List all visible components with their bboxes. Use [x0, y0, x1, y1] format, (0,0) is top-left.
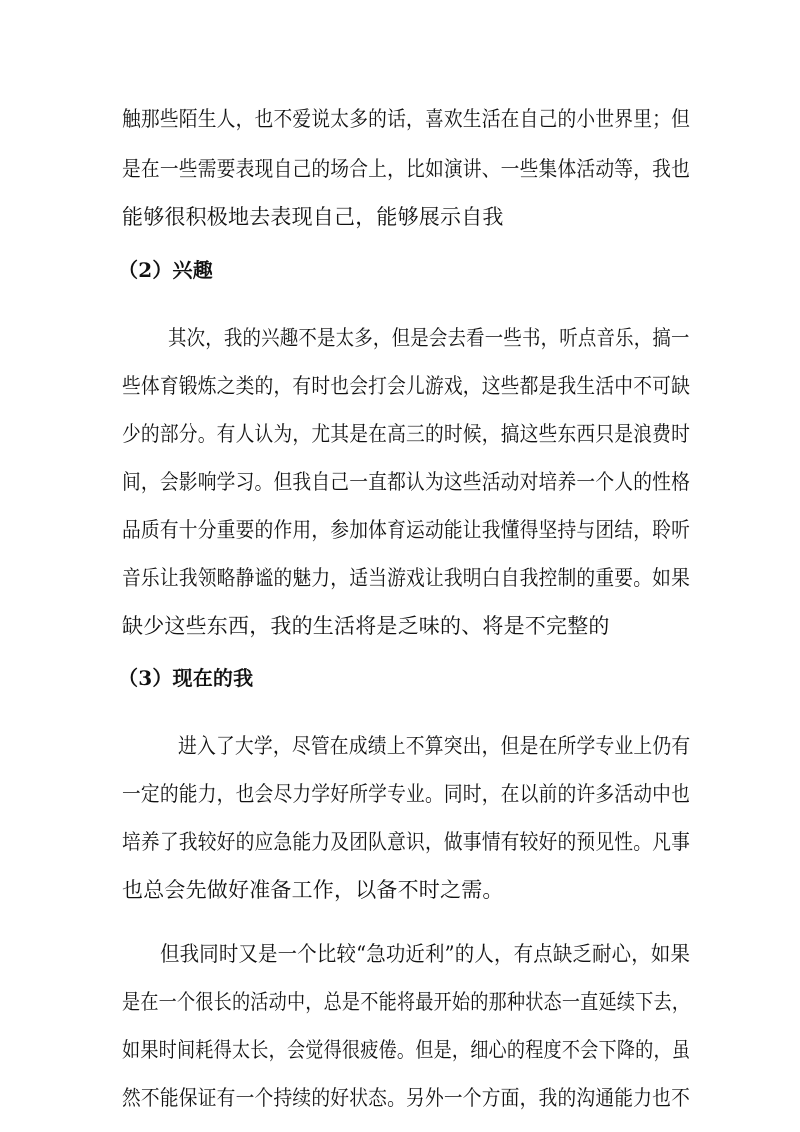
body-text-line: 是在一个很长的活动中，总是不能将最开始的那种状态一直延续下去，	[122, 990, 691, 1014]
body-text-line: 但我同时又是一个比较“急功近利”的人，有点缺乏耐心，如果	[160, 942, 691, 966]
body-text-line: 然不能保证有一个持续的好状态。另外一个方面，我的沟通能力也不	[122, 1086, 691, 1110]
body-text-line: 一定的能力，也会尽力学好所学专业。同时，在以前的许多活动中也	[122, 782, 691, 806]
body-text-line: 是在一些需要表现自己的场合上，比如演讲、一些集体活动等，我也	[122, 157, 691, 181]
body-text-line: 触那些陌生人，也不爱说太多的话，喜欢生活在自己的小世界里；但	[122, 107, 691, 131]
body-text-line: 培养了我较好的应急能力及团队意识，做事情有较好的预见性。凡事	[122, 830, 691, 854]
body-text-line: 少的部分。有人认为，尤其是在高三的时候，搞这些东西只是浪费时	[122, 422, 691, 446]
body-text-line: 也总会先做好准备工作，以备不时之需。	[122, 878, 504, 902]
body-text-line: 缺少这些东西，我的生活将是乏味的、将是不完整的	[122, 614, 610, 638]
body-text-line: 音乐让我领略静谧的魅力，适当游戏让我明白自我控制的重要。如果	[122, 566, 691, 590]
section-heading-current-self: （3）现在的我	[118, 666, 254, 690]
body-text-line: 进入了大学，尽管在成绩上不算突出，但是在所学专业上仍有	[178, 734, 691, 758]
body-text-line: 间，会影响学习。但我自己一直都认为这些活动对培养一个人的性格	[122, 470, 691, 494]
body-text-line: 其次，我的兴趣不是太多，但是会去看一些书，听点音乐，搞一	[168, 326, 690, 350]
section-heading-interests: （2）兴趣	[118, 258, 213, 282]
body-text-line: 能够很积极地去表现自己，能够展示自我	[122, 205, 504, 229]
body-text-line: 如果时间耗得太长，会觉得很疲倦。但是，细心的程度不会下降的，虽	[122, 1038, 691, 1062]
body-text-line: 品质有十分重要的作用，参加体育运动能让我懂得坚持与团结，聆听	[122, 518, 691, 542]
body-text-line: 些体育锻炼之类的，有时也会打会儿游戏，这些都是我生活中不可缺	[122, 374, 691, 398]
